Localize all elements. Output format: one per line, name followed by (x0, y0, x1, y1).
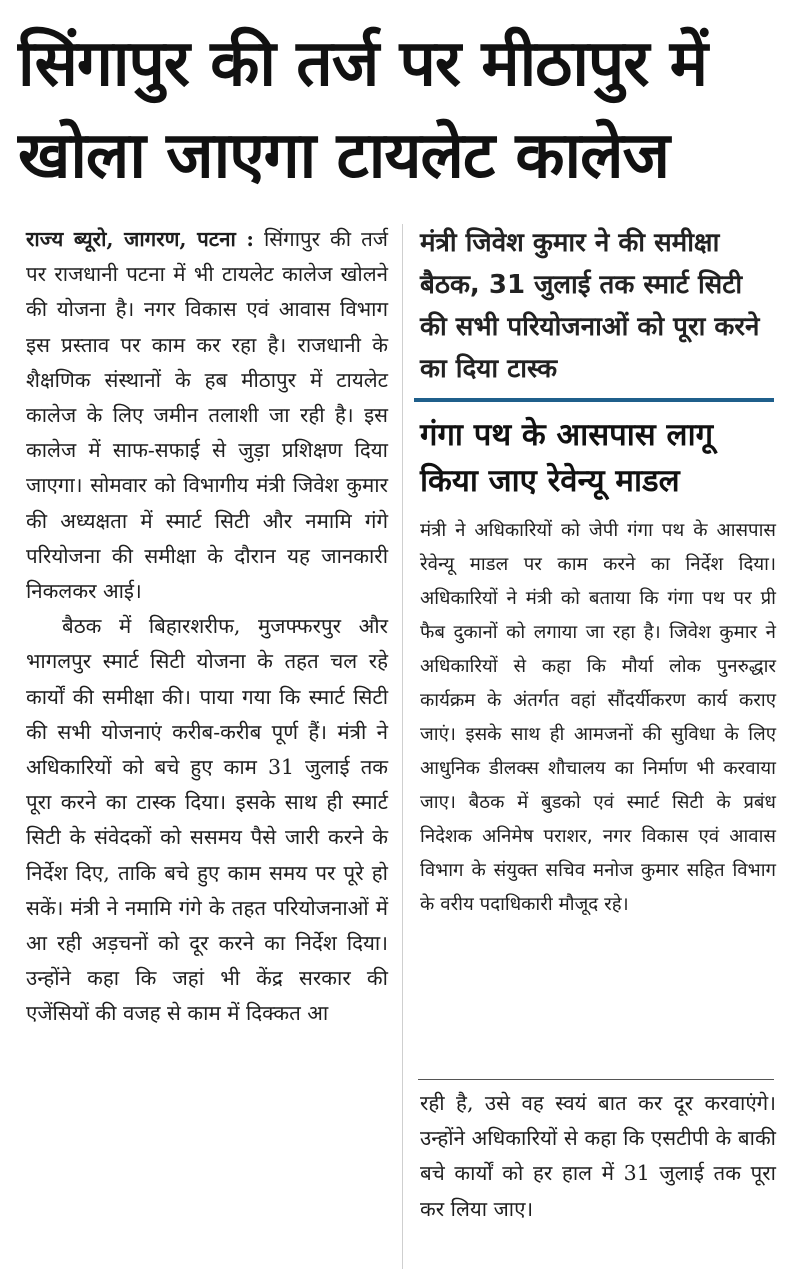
deck-summary: मंत्री जिवेश कुमार ने की समीक्षा बैठक, 31 जुलाई तक स्मार्ट सिटी की सभी परियोजनाओं को पूरा करने का दिया टास्क (420, 228, 760, 384)
byline: राज्य ब्यूरो, जागरण, पटना : (26, 227, 254, 251)
box-subhead: गंगा पथ के आसपास लागू किया जाए रेवेन्यू माडल (420, 417, 714, 499)
article-paragraph-2: बैठक में बिहारशरीफ, मुजफ्फरपुर और भागलपुर स्मार्ट सिटी योजना के तहत चल रहे कार्यों की समीक्षा की। पाया गया कि स्मार्ट सिटी की सभी योजनाएं करीब-करीब पूर्ण हैं। मंत्री ने अधिकारियों को बचे हुए काम 31 जुलाई तक पूरा करने का टास्क दिया। इसके साथ ही स्मार्ट सिटी के संवेदकों को ससमय पैसे जारी करने के निर्देश दिए, ताकि बचे हुए काम समय पर पूरे हो सकें। मंत्री ने नमामि गंगे के तहत परियोजनाओं में आ रही अड़चनों को दूर करने का निर्देश दिया। उन्होंने कहा कि जहां भी केंद्र सरकार की एजेंसियों की वजह से काम में दिक्कत आ (26, 614, 388, 1026)
headline-line-1: सिंगापुर की तर्ज पर मीठापुर में (18, 27, 708, 101)
article-paragraph-1 (26, 222, 388, 609)
article-left-column (26, 222, 388, 1032)
column-divider (402, 224, 403, 1269)
box-top-rule (414, 398, 774, 402)
headline (18, 18, 788, 202)
box-bottom-rule (418, 1079, 774, 1080)
paragraph-1-text: सिंगापुर की तर्ज पर राजधानी पटना में भी टायलेट कालेज खोलने की योजना है। नगर विकास एवं आवास विभाग इस प्रस्ताव पर काम कर रहा है। राजधानी के शैक्षणिक संस्थानों के हब मीठापुर में टायलेट कालेज के लिए जमीन तलाशी जा रही है। इस कालेज में साफ-सफाई से जुड़ा प्रशिक्षण दिया जाएगा। सोमवार को विभागीय मंत्री जिवेश कुमार की अध्यक्षता में स्मार्ट सिटी और नमामि गंगे परियोजना की समीक्षा के दौरान यह जानकारी निकलकर आई। (26, 227, 388, 604)
box-story (420, 514, 776, 922)
box-story-body: मंत्री ने अधिकारियों को जेपी गंगा पथ के आसपास रेवेन्यू माडल पर काम करने का निर्देश दिया। अधिकारियों ने मंत्री को बताया कि गंगा पथ पर प्री फैब दुकानों को लगाया जा रहा है। जिवेश कुमार ने अधिकारियों से कहा कि मौर्या लोक पुनरुद्धार कार्यक्रम के अंतर्गत वहां सौंदर्यीकरण कार्य कराए जाएं। इसके साथ ही आमजनों की सुविधा के लिए आधुनिक डीलक्स शौचालय का निर्माण भी करवाया जाए। बैठक में बुडको एवं स्मार्ट सिटी के प्रबंध निदेशक अनिमेष पराशर, नगर विकास एवं आवास विभाग के संयुक्त सचिव मनोज कुमार सहित विभाग के वरीय पदाधिकारी मौजूद रहे। (420, 520, 776, 915)
article-continuation-text: रही है, उसे वह स्वयं बात कर दूर करवाएंगे। उन्होंने अधिकारियों से कहा कि एसटीपी के बाकी बचे कार्यों को हर हाल में 31 जुलाई तक पूरा कर लिया जाए। (420, 1091, 776, 1221)
headline-line-2: खोला जाएगा टायलेट कालेज (18, 119, 670, 193)
article-continuation (420, 1086, 776, 1227)
